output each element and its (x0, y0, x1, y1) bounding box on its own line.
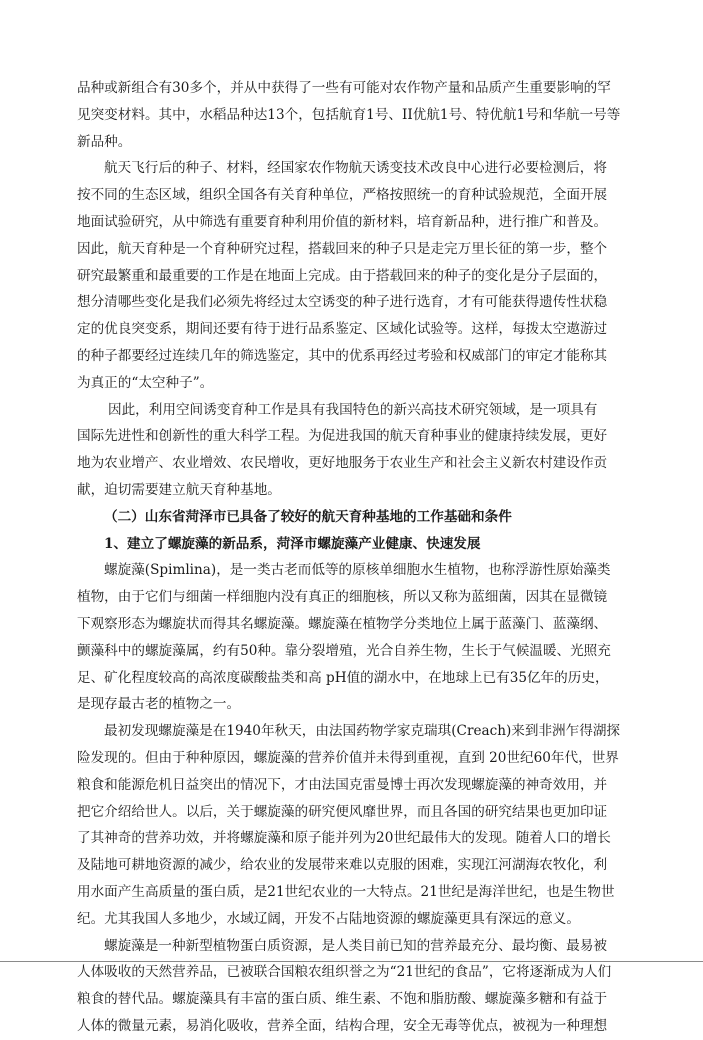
text-line: 的种子都要经过连续几年的筛选鉴定，其中的优系再经过考验和权威部门的审定才能称其 (77, 347, 608, 364)
paragraph-first-line: 航天飞行后的种子、材料，经国家农作物航天诱变技术改良中心进行必要检测后，将 (104, 160, 607, 177)
text-line: 人体的微量元素，易消化吸收，营养全面，结构合理，安全无毒等优点，被视为一种理想 (77, 1017, 608, 1034)
text-line: 险发现的。但由于种种原因，螺旋藻的营养价值并未得到重视，直到 20世纪60年代，世界 (77, 749, 619, 766)
text-line: 用水面产生高质量的蛋白质，是21世纪农业的一大特点。21世纪是海洋世纪，也是生物世 (77, 883, 615, 900)
paragraph-first-line: 因此，利用空间诱变育种工作是具有我国特色的新兴高技术研究领域，是一项具有 (108, 401, 598, 418)
text-line: 按不同的生态区域，组织全国各有关育种单位，严格按照统一的育种试验规范，全面开展 (77, 187, 608, 204)
text-line: 想分清哪些变化是我们必须先将经过太空诱变的种子进行选育，才有可能获得遗传性状稳 (77, 294, 608, 311)
text-line: 研究最繁重和最重要的工作是在地面上完成。由于搭载回来的种子的变化是分子层面的， (77, 267, 608, 284)
text-line: 了其神奇的营养功效，并将螺旋藻和原子能并列为20世纪最伟大的发现。随着人口的增长 (77, 830, 611, 847)
section-heading: （二）山东省菏泽市已具备了较好的航天育种基地的工作基础和条件 (104, 508, 512, 525)
text-line: 地为农业增产、农业增效、农民增收，更好地服务于农业生产和社会主义新农村建设作贡 (77, 455, 608, 472)
text-line: 下观察形态为螺旋状而得其名螺旋藻。螺旋藻在植物学分类地位上属于蓝藻门、蓝藻纲、 (77, 615, 608, 632)
paragraph-first-line: 螺旋藻(Spimlina)，是一类古老而低等的原核单细胞水生植物，也称浮游性原始藻类 (104, 562, 611, 579)
text-line: 粮食和能源危机日益突出的情况下，才由法国克雷曼博士再次发现螺旋藻的神奇效用，并 (77, 776, 608, 793)
text-line: 国际先进性和创新性的重大科学工程。为促进我国的航天育种事业的健康持续发展，更好 (77, 428, 608, 445)
text-line: 植物，由于它们与细菌一样细胞内没有真正的细胞核，所以又称为蓝细菌，因其在显微镜 (77, 589, 608, 606)
text-line: 定的优良突变系，期间还要有待于进行品系鉴定、区域化试验等。这样，每拨太空遨游过 (77, 321, 608, 338)
text-line: 粮食的替代品。螺旋藻具有丰富的蛋白质、维生素、不饱和脂肪酸、螺旋藻多糖和有益于 (77, 991, 608, 1008)
text-line: 品种或新组合有30多个，并从中获得了一些有可能对农作物产量和品质产生重要影响的罕 (77, 80, 611, 96)
text-line: 纪。尤其我国人多地少，水域辽阔，开发不占陆地资源的螺旋藻更具有深远的意义。 (77, 910, 580, 927)
text-line: 地面试验研究，从中筛选有重要育种利用价值的新材料，培育新品种，进行推广和普及。 (77, 213, 608, 230)
page-footer-divider (0, 961, 703, 962)
text-line: 因此，航天育种是一个育种研究过程，搭载回来的种子只是走完万里长征的第一步，整个 (77, 240, 608, 257)
text-line: 及陆地可耕地资源的减少，给农业的发展带来难以克服的困难，实现江河湖海农牧化，利 (77, 857, 608, 874)
paragraph-first-line: 最初发现螺旋藻是在1940年秋天，由法国药物学家克瑞琪(Creach)来到非洲乍得湖探 (104, 723, 621, 740)
text-line: 足、矿化程度较高的高浓度碳酸盐类和高 pH值的湖水中，在地球上已有35亿年的历史， (77, 669, 609, 686)
subsection-heading: 1、建立了螺旋藻的新品系，菏泽市螺旋藻产业健康、快速发展 (104, 535, 481, 552)
text-line: 见突变材料。其中，水稻品种达13个，包括航育1号、II优航1号、特优航1号和华航一号等 (77, 106, 621, 123)
text-line: 人体吸收的天然营养品，已被联合国粮农组织誉之为“21世纪的食品”，它将逐渐成为人们 (77, 964, 612, 981)
document-body (77, 75, 630, 1040)
text-line: 把它介绍给世人。以后，关于螺旋藻的研究便风靡世界，而且各国的研究结果也更加印证 (77, 803, 608, 820)
text-line: 新品种。 (77, 133, 132, 150)
text-line: 献，迫切需要建立航天育种基地。 (77, 481, 281, 498)
text-line: 颤藻科中的螺旋藻属，约有50种。靠分裂增殖，光合自养生物，生长于气候温暖、光照充 (77, 642, 611, 659)
text-line: 为真正的“太空种子”。 (77, 374, 214, 391)
text-line: 是现存最古老的植物之一。 (77, 696, 241, 713)
paragraph-first-line: 螺旋藻是一种新型植物蛋白质资源，是人类目前已知的营养最充分、最均衡、最易被 (104, 937, 607, 954)
